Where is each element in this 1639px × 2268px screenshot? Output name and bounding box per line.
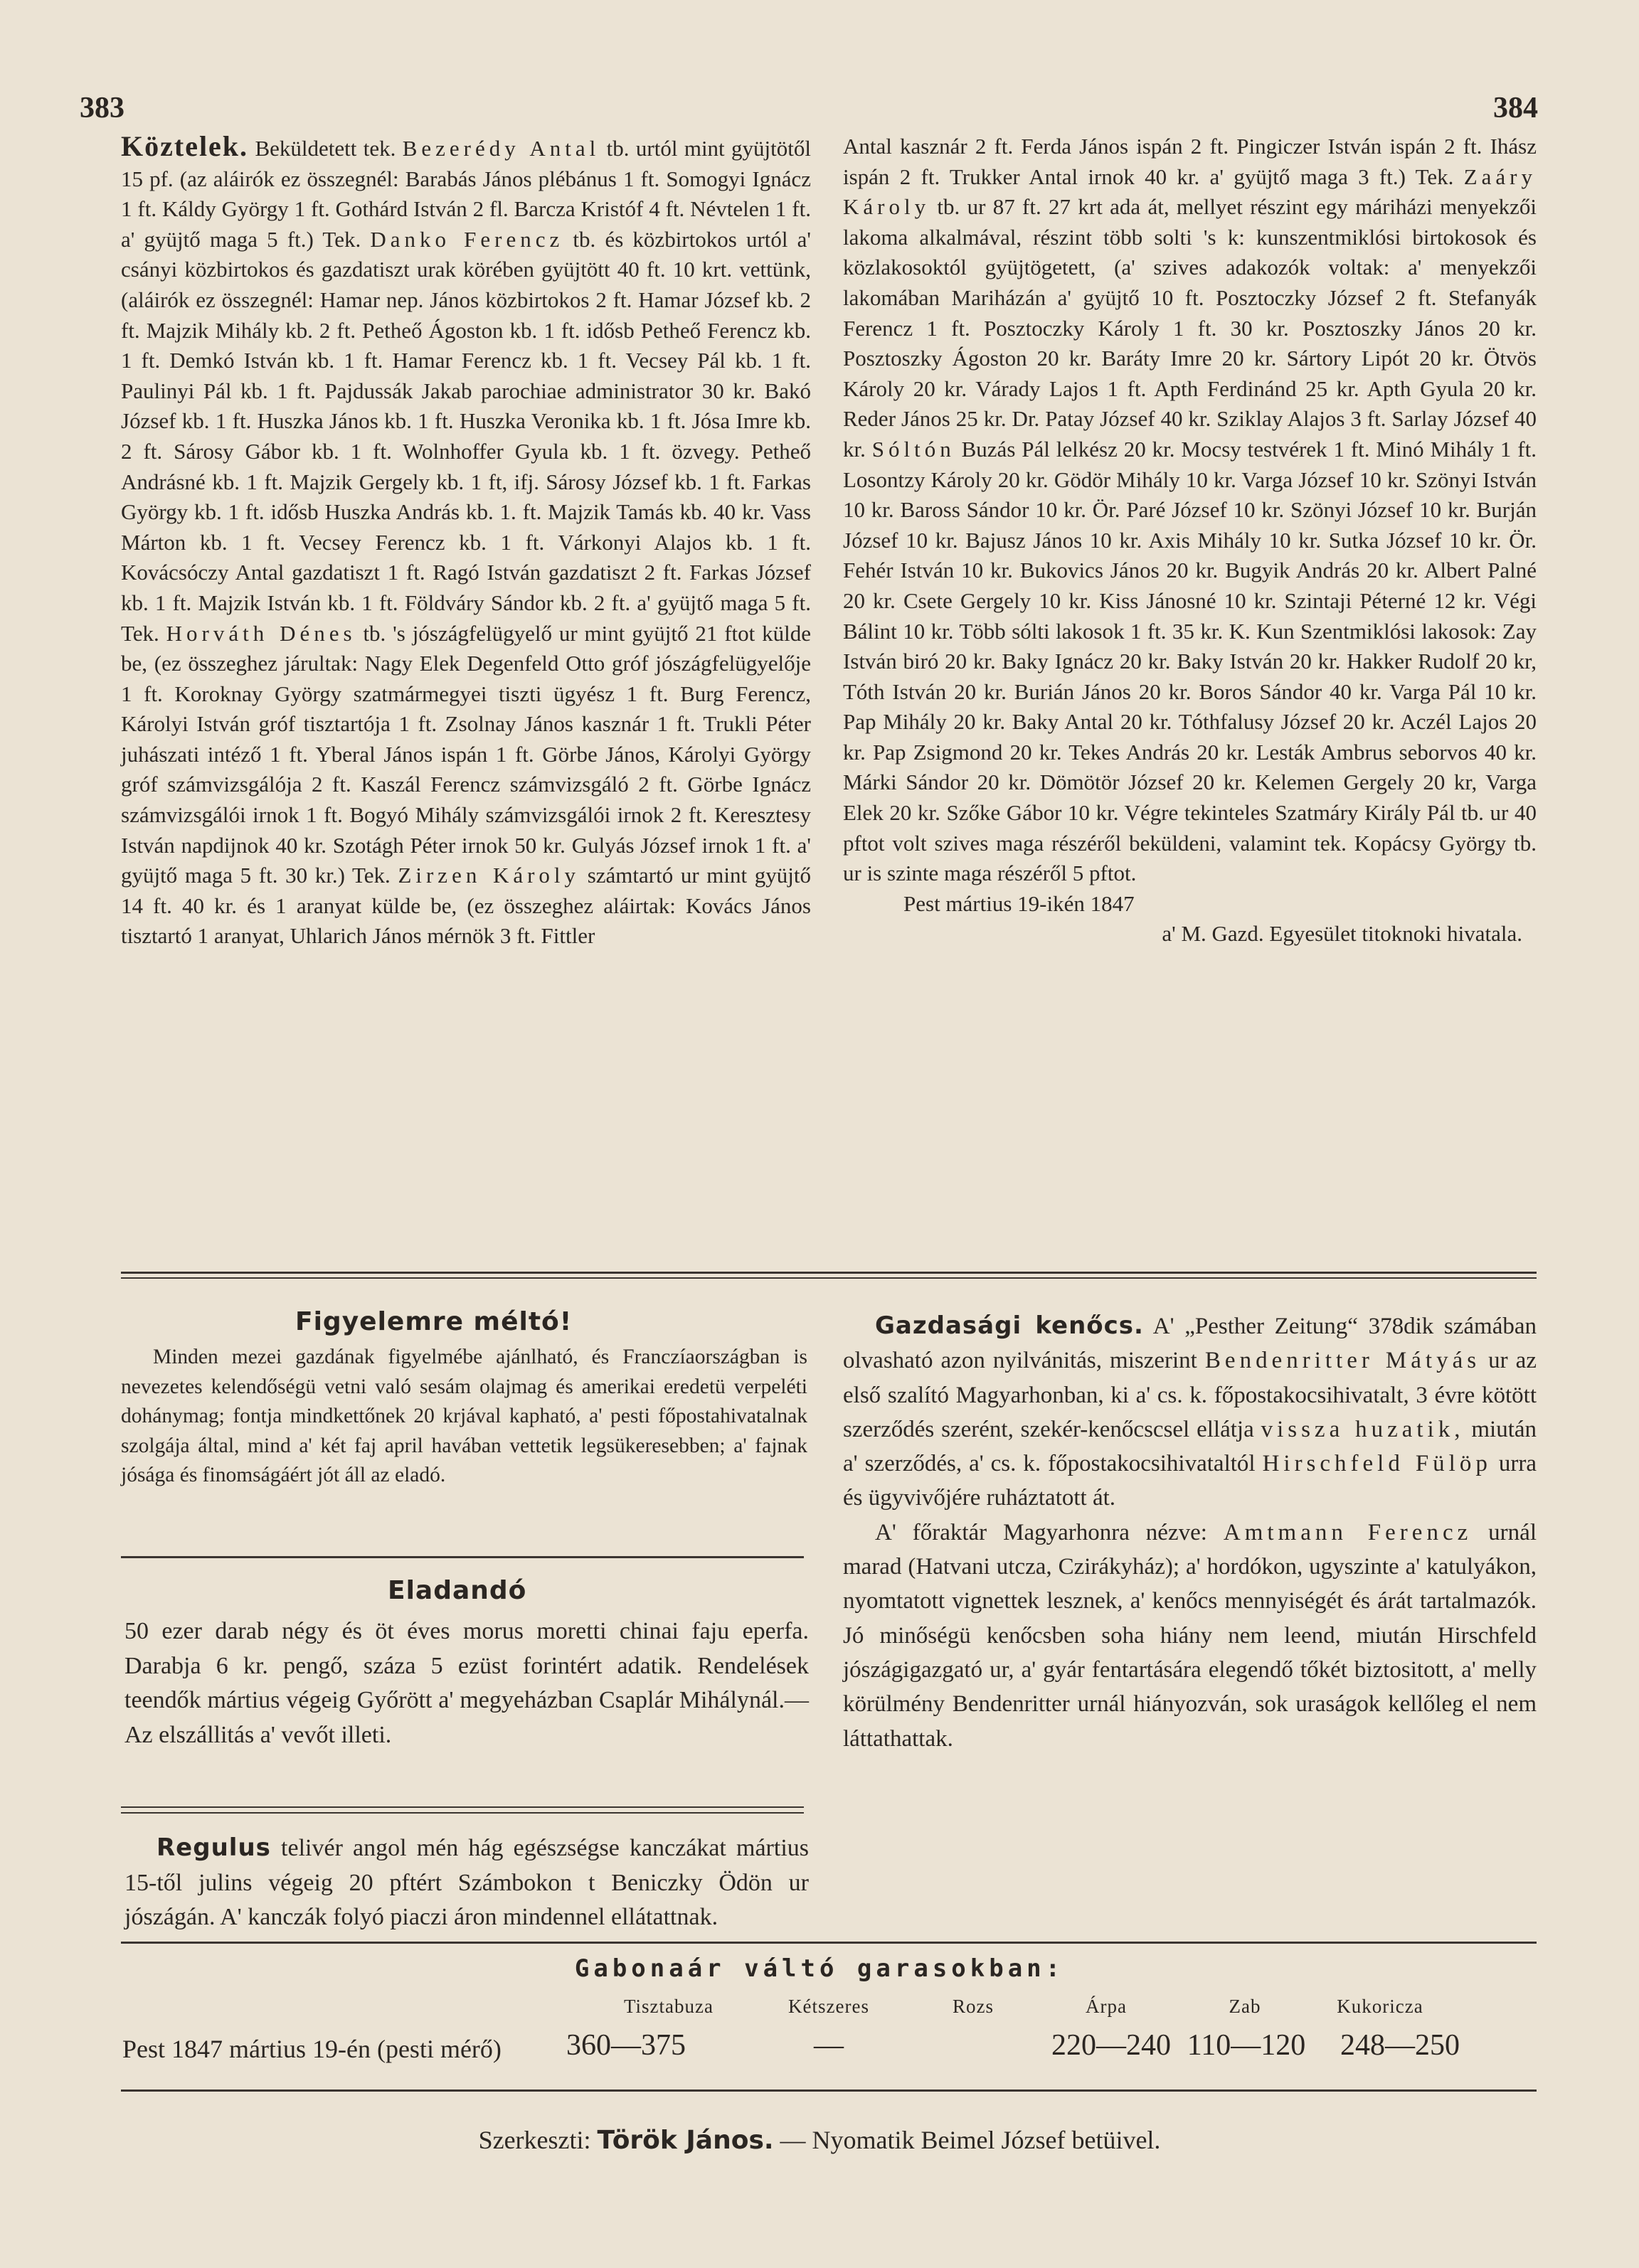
ad-divider (121, 1556, 804, 1558)
ad-heading-notice: Figyelemre méltó! (295, 1307, 573, 1336)
col-head-zab: Zab (1229, 1996, 1261, 2017)
emphasis-text: vissza huzatik, (1261, 1416, 1465, 1442)
footer-prefix: Szerkeszti: (478, 2126, 598, 2154)
body-text: Beküldetett tek. (248, 136, 403, 161)
price-row-label: Pest 1847 mártius 19-én (pesti mérő) (122, 2035, 502, 2063)
ad-lead-grease: Gazdasági kenőcs. (875, 1311, 1144, 1340)
body-text: urnál marad (Hatvani utcza, Czirákyház); a' hordókon, ugyszinte a' katulyákon, nyomtatott vignettek lesznek, a' kenőcs mennyiségét és árát tartalmazók. Jó minőségü kenőcsben soha hiány nem leend, miután Hirschfeld jószágigazgató ur, a' gyár fentartására elegendő tőkét biztositott, a' melly körülmény Bendenritter urnál hiányozván, sok uraságok kellőleg el nem láttathattak. (843, 1519, 1537, 1752)
price-kukoricza: 248—250 (1340, 2029, 1460, 2062)
price-tisztabuza: 360—375 (566, 2029, 686, 2062)
footer-suffix: — Nyomatik Beimel József betüivel. (773, 2126, 1161, 2154)
donor-name: Zaáry Károly (843, 164, 1537, 220)
body-text: 50 ezer darab négy és öt éves morus moretti chinai faju eperfa. Darabja 6 kr. pengő, százа 5 ezüst forintért adatik. Rendelések teendők mártius végeig Győrött a' megyeházban Csaplár Mihálynál.— Az elszállitás a' vevőt illeti. (124, 1618, 809, 1748)
donor-name: Zirzen Károly (398, 863, 580, 888)
person-name: Amtmann Ferencz (1223, 1519, 1473, 1545)
body-text: telivér angol mén hág egészségse kanczákat mártius 15-től julins végeig 20 pftért Számbokon t Beniczky Ödön ur jószágán. A' kanczák folyó piaczi áron mindennel ellátattnak. (124, 1835, 809, 1930)
footer-divider (121, 2089, 1537, 2092)
ad-body-sale (124, 1614, 809, 1752)
editor-name: Török János. (597, 2126, 774, 2155)
donor-name: Horváth Dénes (166, 620, 356, 646)
body-text: Buzás Pál lelkész 20 kr. Mocsy testvérek 1 ft. Minó Mihály 1 ft. Losontzy Károly 20 kr. Gödör Mihály 10 kr. Varga József 10 kr. Szönyi István 10 kr. Baross Sándor 10 kr. Ör. Paré József 10 kr. Szönyi József 10 kr. Burján József 10 kr. Bajusz János 10 kr. Axis Mihály 10 kr. Sutka József 10 kr. Ör. Fehér István 10 kr. Bukovics János 20 kr. Bugyik András 20 kr. Albert Palné 20 kr. Csete Gergely 10 kr. Kiss Jánosné 10 kr. Szintaji Péterné 12 kr. Végi Bálint 10 kr. Több sólti lakosok 1 ft. 35 kr. K. Kun Szentmiklósi lakosok: Zay István biró 20 kr. Baky Ignácz 20 kr. Baky István 20 kr. Hakker Rudolf 20 kr, Tóth István 20 kr. Burián János 20 kr. Boros Sándor 40 kr. Varga Pál 10 kr. Pap Mihály 20 kr. Baky Antal 20 kr. Tóthfalusy József 20 kr. Aczél Lajos 20 kr. Pap Zsigmond 20 kr. Tekes András 20 kr. Lesták Ambrus seborvos 40 kr. Márki Sándor 20 kr. Dömötör József 20 kr. Kelemen Gergely 20 kr, Varga Elek 20 kr. Szőke Gábor 10 kr. Végre tekinteles Szatmáry Király Pál tb. ur 40 pftot volt szives maga részéről beküldeni, valamint tek. Kopácsy György tb. ur is szinte maga részéről 5 pftot. (843, 436, 1537, 886)
body-text: urra és ügyvivőjére ruháztatott át. (843, 1451, 1537, 1511)
body-text: tb. és közbirtokos urtól a' csányi közbirtokos és gazdatiszt urak körében gyüjtött 40 ft. 10 krt. vettünk, (aláirók ez összegnél: Hamar nep. János közbirtokos 2 ft. Hamar József kb. 2 ft. Majzik Mihály kb. 2 ft. Petheő Ágoston kb. 1 ft. idősb Petheő Ferencz kb. 1 ft. Demkó István kb. 1 ft. Hamar Ferencz kb. 1 ft. Vecsey Pál kb. 1 ft. Paulinyi Pál kb. 1 ft. Pajdussák Jakab parochiae administrator 30 kr. Bakó József kb. 1 ft. Huszka János kb. 1 ft. Huszka Veronika kb. 1 ft. Jósa Imre kb. 2 ft. Sárosy Gábor kb. 1 ft. Wolnhoffer Gyula kb. 1 ft. özvegy. Petheő Andrásné kb. 1 ft. Majzik Gergely kb. 1 ft, ifj. Sárosy József kb. 1 ft. Farkas György kb. 1 ft. idősb Huszka András kb. 1. ft. Majzik Tamás kb. 40 kr. Vass Márton kb. 1 ft. Vecsey Ferencz kb. 1 ft. Várkonyi Alajos kb. 1 ft. Kovácsóczy Antal gazdatiszt 1 ft. Ragó István gazdatiszt 2 ft. Farkas József kb. 1 ft. Majzik István kb. 1 ft. Földváry Sándor kb. 2 ft. a' gyüjtő maga 5 ft. Tek. (121, 226, 812, 646)
section-divider (121, 1277, 1537, 1279)
price-table-title: Gabonaár váltó garasokban: (574, 1954, 1065, 1983)
body-text: tb. urtól mint gyüjtötől 15 pf. (az aláirók ez összegnél: Barabás János plébánus 1 ft. Somogyi Ignácz 1 ft. Káldy György 1 ft. Gothárd István 2 fl. Barcza Kristóf 4 ft. Névtelen 1 ft. a' gyüjtő maga 5 ft.) Tek. (121, 136, 811, 252)
col-head-ketszeres: Kétszeres (788, 1996, 869, 2017)
right-column-donations (843, 132, 1537, 949)
donor-name: Danko Ferencz (370, 226, 564, 252)
signature: a' M. Gazd. Egyesület titoknoki hivatala. (1162, 921, 1522, 947)
body-text: Minden mezei gazdának figyelmébe ajánlható, és Franczíaországban is nevezetes kelendőségü vetni való sesám olajmag és amerikai eredetü verpeléti dohánymag; fontja mindkettőnek 20 krjával kapható, a' pesti főpostahivatalnak szolgája által, mind a' két faj april havában vettetik legsükeresebben; a' fajnak jósága és finomságáért jót áll az eladó. (121, 1346, 807, 1486)
col-head-tisztabuza: Tisztabuza (624, 1996, 714, 2017)
col-head-rozs: Rozs (953, 1996, 994, 2017)
ad-body-regulus (124, 1831, 809, 1935)
body-text: tb. 's jószágfelügyelő ur mint gyüjtő 21 ftot külde be, (ez összeghez járultak: Nagy Elek Degenfeld Otto gróf jószágfelügyelője 1 ft. Koroknay György szatmármegyei tiszti ügyész 1 ft. Burg Ferencz, Károlyi István gróf tisztartója 1 ft. Zsolnay János kasznár 1 ft. Trukli Péter juhászati intéző 1 ft. Yberal János ispán 1 ft. Görbe János, Károlyi György gróf számvizsgálója 2 ft. Kaszál Ferencz számvizsgáló 2 ft. Görbe Ignácz számvizsgálói irnok 1 ft. Bogyó Mihály számvizsgálói irnok 2 ft. Keresztesy István napdijnok 40 kr. Szotágh Péter irnok 50 kr. Gulyás József irnok 1 ft. a' gyüjtő maga 5 ft. 30 kr.) Tek. (121, 620, 811, 888)
ad-divider (121, 1806, 804, 1808)
dateline: Pest mártius 19-ikén 1847 (903, 890, 1135, 916)
footer-imprint (0, 2125, 1639, 2155)
donor-name: Bezerédy Antal (402, 136, 600, 161)
section-lead-koztelek: Köztelek. (121, 130, 249, 162)
body-text: tb. ur 87 ft. 27 krt ada át, mellyet részint egy máriházi menyekzői lakoma alkalmával, részint több solti 's k: kunszentmiklósi birtokosok és közlakosoktól gyüjtögetett, (a' szives adakozók voltak: a' menyekzői lakomában Mariházán a' gyüjtő 10 ft. Posztoczky József 2 ft. Stefanyák Ferencz 1 ft. Posztoczky Károly 1 ft. 30 kr. Posztoszky János 20 kr. Posztoszky Ágoston 20 kr. Baráty Imre 20 kr. Sártory Lipót 20 kr. Ötvös Károly 20 kr. Várady Lajos 1 ft. Apth Ferdinánd 25 kr. Apth Gyula 20 kr. Reder János 25 kr. Dr. Patay József 40 kr. Sziklay Alajos 3 ft. Sarlay József 40 kr. (843, 194, 1537, 462)
col-head-arpa: Árpa (1086, 1996, 1127, 2017)
body-text: ur az első szalító Magyarhonban, ki a' cs. k. főpostakocsihivatalt, 3 évre kötött szerződés szerént, szekér-kenőcscsel ellátja (843, 1348, 1537, 1442)
body-text: A' „Pesther Zeitung“ 378dik számában olvasható azon nyilvánitás, miszerint (843, 1314, 1537, 1374)
body-text: Antal kasznár 2 ft. Ferda János ispán 2 ft. Pingiczer István ispán 2 ft. Ihász ispán 2 ft. Trukker Antal irnok 40 kr. a' gyüjtő maga 3 ft.) Tek. (843, 134, 1537, 189)
body-text: miután a' szerződés, a' cs. k. főpostakocsihivataltól (843, 1416, 1537, 1477)
left-column-donations (121, 132, 811, 952)
col-head-kukoricza: Kukoricza (1337, 1996, 1423, 2017)
place-name: Sóltón (871, 436, 955, 462)
price-ketszeres: — (814, 2029, 844, 2062)
ad-body-grease (843, 1309, 1537, 1756)
ad-lead-regulus: Regulus (157, 1833, 271, 1862)
body-text: A' főraktár Magyarhonra nézve: (875, 1519, 1224, 1545)
page-number-left: 383 (80, 92, 124, 124)
ad-divider (121, 1812, 804, 1814)
page-number-right: 384 (1493, 92, 1538, 124)
price-zab: 110—120 (1187, 2029, 1306, 2062)
ad-heading-sale: Eladandó (388, 1576, 527, 1605)
price-divider (121, 1942, 1537, 1944)
ad-body-notice (121, 1343, 807, 1491)
body-text: számtartó ur mint gyüjtő 14 ft. 40 kr. és 1 aranyat külde be, (ez összeghez aláirtak: Kovács János tisztartó 1 aranyat, Uhlarich János mérnök 3 ft. Fittler (121, 863, 812, 949)
section-divider (121, 1272, 1537, 1274)
person-name: Hirschfeld Fülöp (1262, 1451, 1492, 1477)
price-arpa: 220—240 (1051, 2029, 1171, 2062)
person-name: Bendenritter Mátyás (1204, 1348, 1481, 1374)
